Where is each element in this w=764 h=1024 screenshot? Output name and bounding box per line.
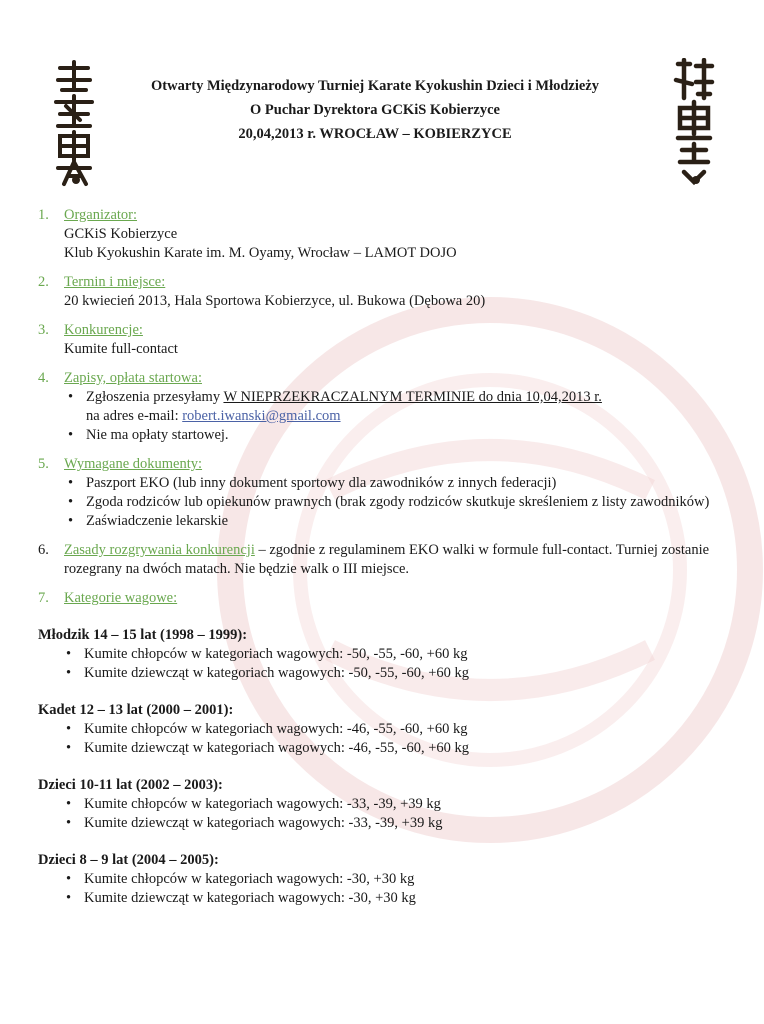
category-title: Dzieci 10-11 lat (2002 – 2003):: [38, 777, 223, 793]
section-number: 5.: [38, 456, 49, 472]
registration-list: [64, 388, 728, 445]
section-title-registration: Zapisy, opłata startowa:: [64, 370, 202, 386]
section-title-venue: Termin i miejsce:: [64, 274, 166, 290]
section-title-weights: Kategorie wagowe:: [64, 590, 178, 606]
header-title-line1: Otwarty Międzynarodowy Turniej Karate Kyokushin Dzieci i Młodzieży: [151, 78, 599, 94]
section-number: 4.: [38, 370, 49, 386]
section-venue: [38, 273, 728, 311]
section-documents: [38, 455, 728, 531]
section-number: 6.: [38, 542, 49, 558]
rules-text: – zgodnie z regulaminem EKO walki w formule full-contact. Turniej zostanie rozegrany na dwóch matach. Nie będzie walk o III miejsce.: [64, 542, 710, 577]
rules-paragraph: [64, 541, 728, 579]
organizer-line-1: GCKiS Kobierzyce: [64, 226, 178, 242]
list-item: • Kumite dziewcząt w kategoriach wagowych: -30, +30 kg: [62, 889, 728, 908]
list-item: • Zgoda rodziców lub opiekunów prawnych (brak zgody rodziców skutkuje skreśleniem z listy zawodników): [64, 493, 728, 512]
section-rules: [38, 541, 728, 579]
list-item: • Kumite dziewcząt w kategoriach wagowych: -46, -55, -60, +60 kg: [62, 739, 728, 758]
section-title-documents: Wymagane dokumenty:: [64, 456, 203, 472]
list-item: • Kumite chłopców w kategoriach wagowych: -30, +30 kg: [62, 870, 728, 889]
list-item: • Paszport EKO (lub inny dokument sportowy dla zawodników z innych federacji): [64, 474, 728, 493]
venue-text: 20 kwiecień 2013, Hala Sportowa Kobierzyce, ul. Bukowa (Dębowa 20): [64, 293, 486, 309]
list-item: • Nie ma opłaty startowej.: [64, 426, 728, 445]
competitions-text: Kumite full-contact: [64, 341, 178, 357]
section-organizer: [38, 206, 728, 263]
documents-list: [64, 474, 728, 531]
header-title-line2: O Puchar Dyrektora GCKiS Kobierzyce: [250, 102, 500, 118]
kyokushin-calligraphy-right-logo: [670, 58, 718, 188]
section-weights: [38, 589, 728, 608]
section-title-organizer: Organizator:: [64, 207, 138, 223]
kyokushin-calligraphy-left-logo: [50, 60, 98, 190]
section-number: 2.: [38, 274, 49, 290]
list-item: [64, 388, 728, 426]
category-list: [38, 645, 728, 683]
list-item: • Kumite chłopców w kategoriach wagowych: -50, -55, -60, +60 kg: [62, 645, 728, 664]
category-title: Dzieci 8 – 9 lat (2004 – 2005):: [38, 852, 219, 868]
section-title-rules: Zasady rozgrywania konkurencji: [64, 542, 255, 558]
registration-deadline-prefix: Zgłoszenia przesyłamy: [86, 389, 224, 405]
section-number: 7.: [38, 590, 49, 606]
registration-deadline: W NIEPRZEKRACZALNYM TERMINIE do dnia 10,04,2013 r.: [223, 389, 602, 405]
section-number: 3.: [38, 322, 49, 338]
document-header: [120, 74, 630, 146]
category-title: Kadet 12 – 13 lat (2000 – 2001):: [38, 702, 234, 718]
list-item: • Zaświadczenie lekarskie: [64, 512, 728, 531]
section-competitions: [38, 321, 728, 359]
category-dzieci-8-9: [38, 851, 728, 908]
category-mlodzik: [38, 626, 728, 683]
list-item: • Kumite dziewcząt w kategoriach wagowych: -33, -39, +39 kg: [62, 814, 728, 833]
list-item: • Kumite chłopców w kategoriach wagowych: -33, -39, +39 kg: [62, 795, 728, 814]
category-list: [38, 795, 728, 833]
section-title-competitions: Konkurencje:: [64, 322, 143, 338]
email-prefix: na adres e-mail:: [86, 408, 183, 424]
category-list: [38, 720, 728, 758]
list-item: • Kumite chłopców w kategoriach wagowych: -46, -55, -60, +60 kg: [62, 720, 728, 739]
category-list: [38, 870, 728, 908]
document-body: [38, 206, 728, 908]
email-link[interactable]: robert.iwanski@gmail.com: [182, 408, 341, 424]
section-number: 1.: [38, 207, 49, 223]
organizer-line-2: Klub Kyokushin Karate im. M. Oyamy, Wrocław – LAMOT DOJO: [64, 245, 457, 261]
category-kadet: [38, 701, 728, 758]
list-item: • Kumite dziewcząt w kategoriach wagowych: -50, -55, -60, +60 kg: [62, 664, 728, 683]
category-dzieci-10-11: [38, 776, 728, 833]
category-title: Młodzik 14 – 15 lat (1998 – 1999):: [38, 627, 248, 643]
section-registration: [38, 369, 728, 445]
header-title-line3: 20,04,2013 r. WROCŁAW – KOBIERZYCE: [238, 126, 512, 142]
